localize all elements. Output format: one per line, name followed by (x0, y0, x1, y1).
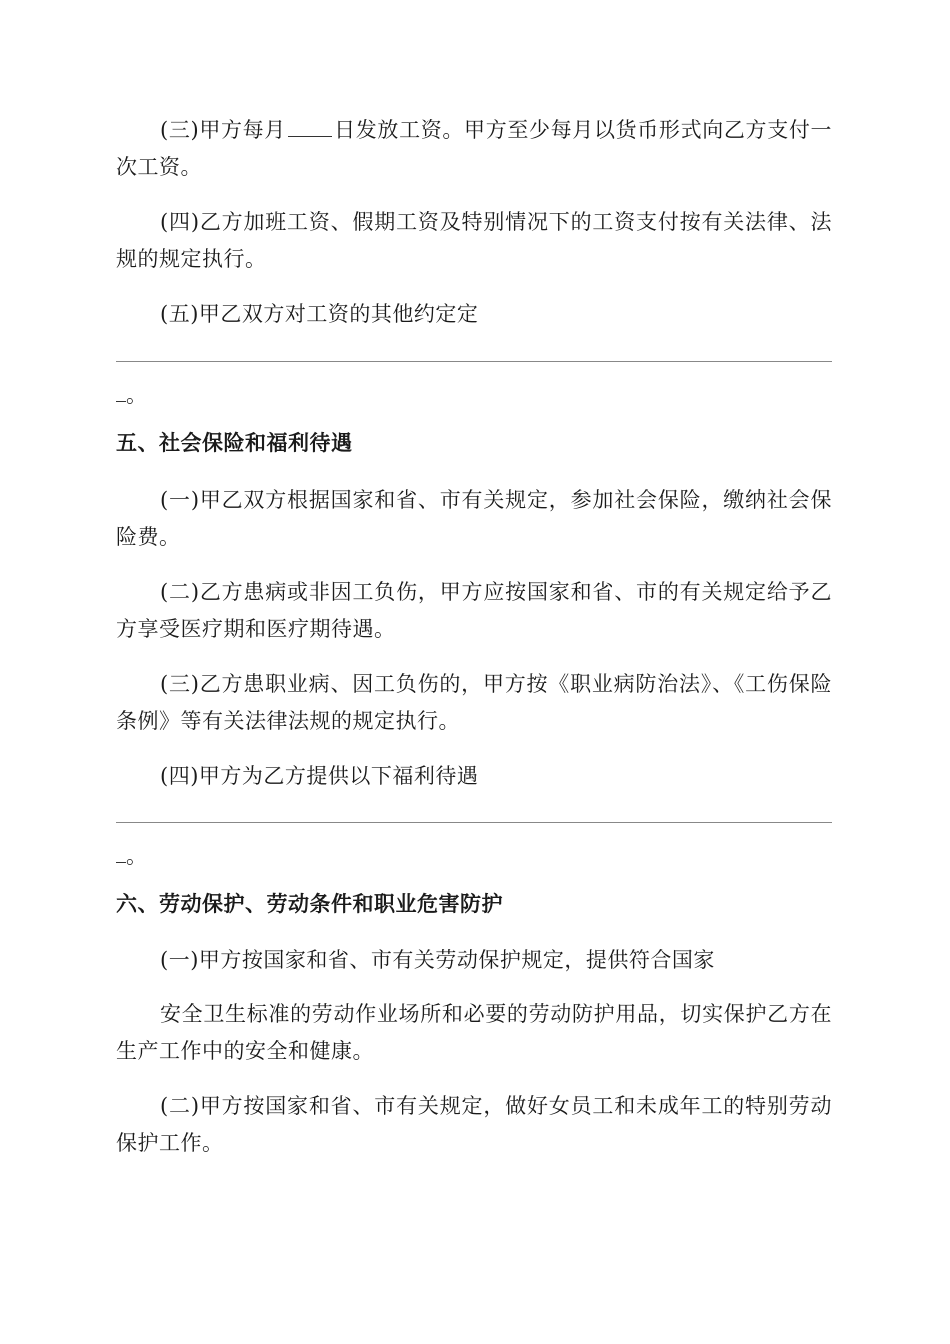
clause-5-1: (一)甲乙双方根据国家和省、市有关规定，参加社会保险，缴纳社会保险费。 (116, 488, 832, 549)
clause-4-5: (五)甲乙双方对工资的其他约定定 (160, 302, 479, 326)
clause-4-5-tail-text: 。 (126, 383, 147, 407)
clause-4-3-pre: (三)甲方每月 (160, 118, 286, 142)
clause-6-1a: (一)甲方按国家和省、市有关劳动保护规定，提供符合国家 (160, 948, 715, 972)
clause-5-4-tail-text: 。 (126, 844, 147, 868)
clause-4-4: (四)乙方加班工资、假期工资及特别情况下的工资支付按有关法律、法规的规定执行。 (116, 210, 832, 271)
clause-5-4-fill-line (116, 822, 832, 823)
clause-5-2: (二)乙方患病或非因工负伤，甲方应按国家和省、市的有关规定给予乙方享受医疗期和医疗期待遇。 (116, 580, 832, 641)
tail-underscore (116, 842, 126, 863)
clause-5-4-tail (116, 841, 147, 871)
clause-4-3-post: 日发放工资。甲方至少每月以货币形式向乙方支付一次工资。 (116, 118, 833, 179)
clause-4-3 (116, 112, 832, 186)
clause-6-1b: 安全卫生标准的劳动作业场所和必要的劳动防护用品，切实保护乙方在生产工作中的安全和健康。 (116, 1002, 832, 1063)
clause-4-5-fill-line (116, 361, 832, 362)
clause-5-4: (四)甲方为乙方提供以下福利待遇 (160, 764, 479, 788)
pay-day-blank (288, 114, 332, 137)
section-6-heading: 六、劳动保护、劳动条件和职业危害防护 (116, 892, 503, 916)
clause-4-5-tail (116, 380, 147, 410)
clause-6-2: (二)甲方按国家和省、市有关规定，做好女员工和未成年工的特别劳动保护工作。 (116, 1094, 832, 1155)
tail-underscore (116, 381, 126, 402)
clause-5-3: (三)乙方患职业病、因工负伤的，甲方按《职业病防治法》、《工伤保险条例》等有关法律法规的规定执行。 (116, 672, 832, 733)
section-5-heading: 五、社会保险和福利待遇 (116, 431, 353, 455)
